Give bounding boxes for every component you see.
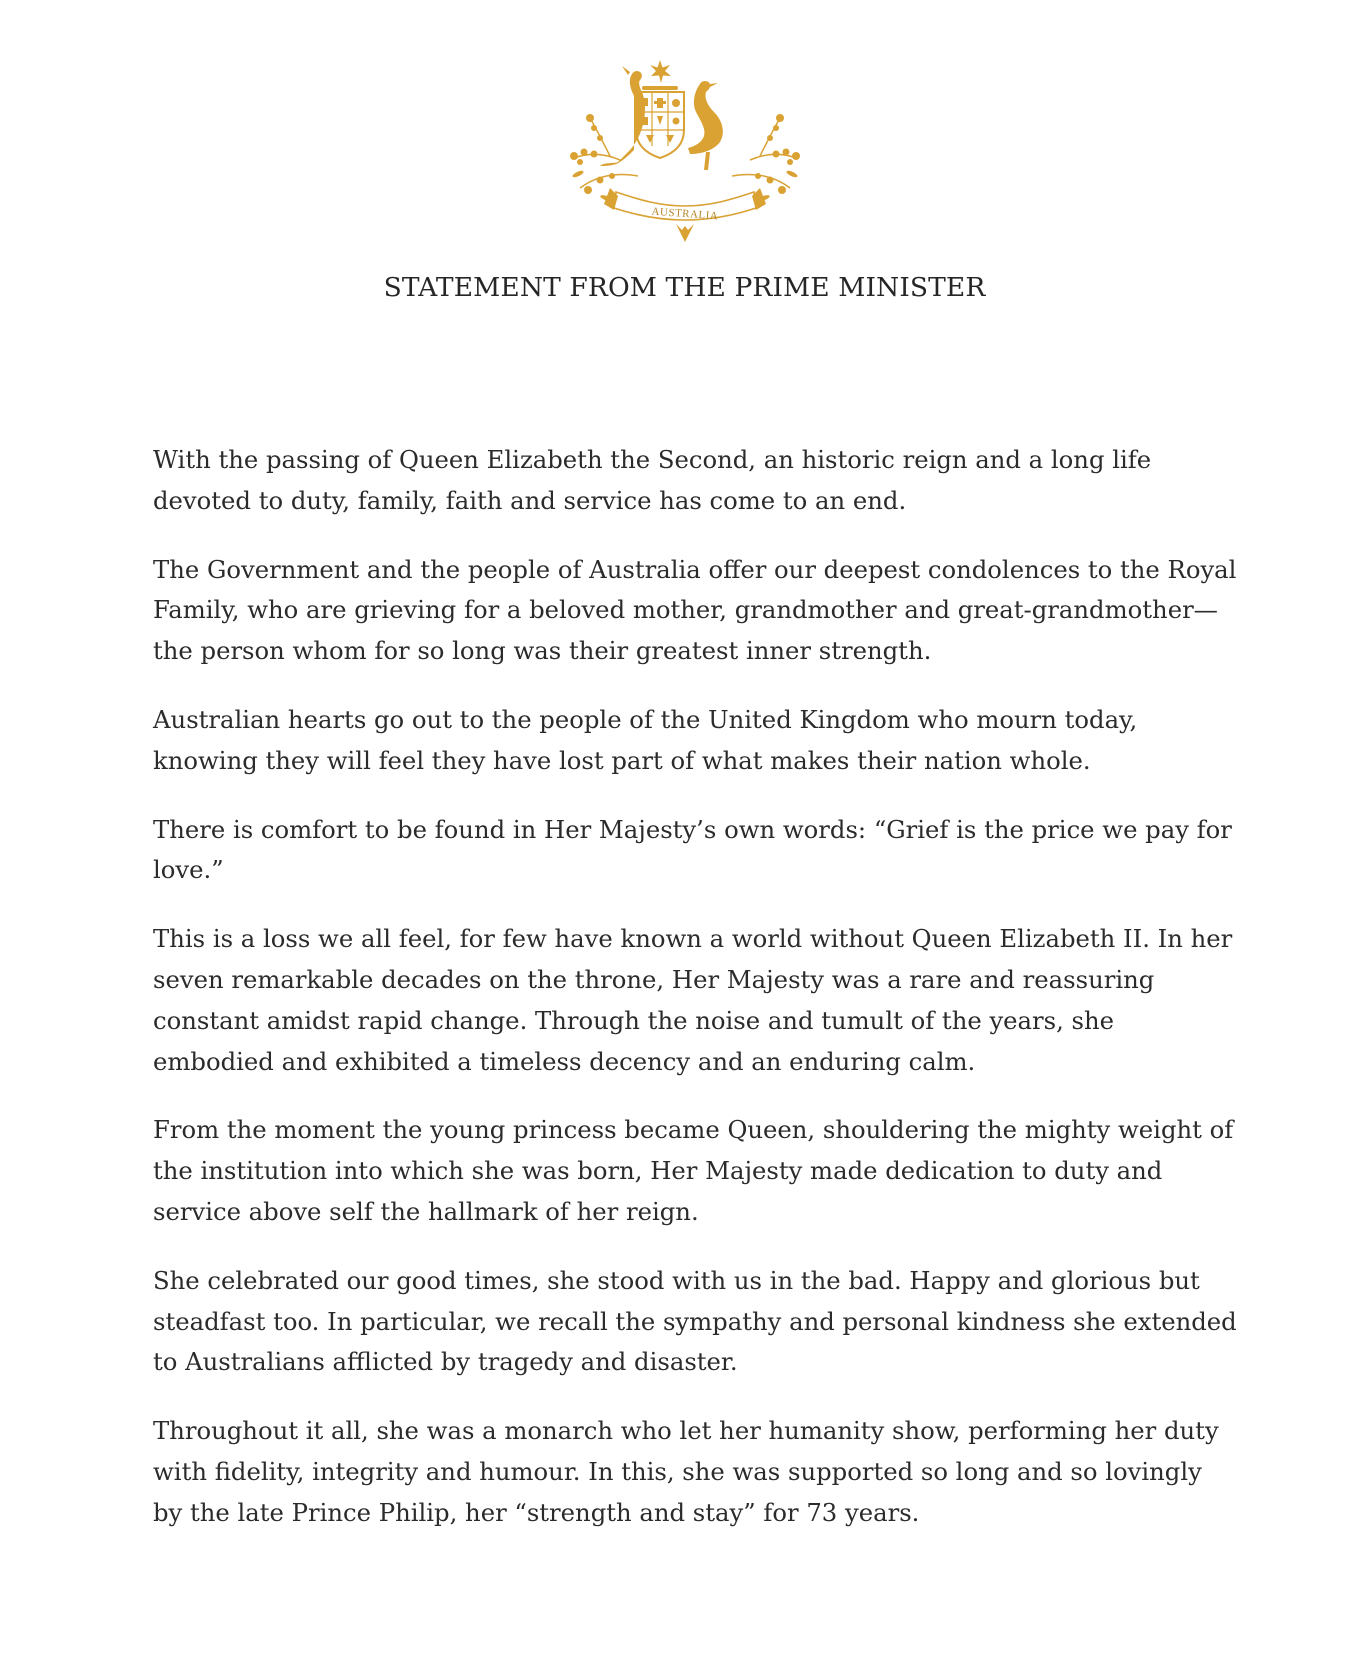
australian-coat-of-arms-icon [560, 58, 810, 246]
paragraph: She celebrated our good times, she stood with us in the bad. Happy and glorious but steadfast too. In particular, we recall the sympathy and personal kindness she extended to Australians afflicted by tragedy and disaster. [153, 1265, 1237, 1377]
paragraph: The Government and the people of Australia offer our deepest condolences to the Royal Family, who are grieving for a beloved mother, grandmother and great-grandmother—the person whom for so long was their greatest inner strength. [153, 554, 1237, 666]
paragraph: Throughout it all, she was a monarch who let her humanity show, performing her duty with fidelity, integrity and humour. In this, she was supported so long and so lovingly by the late Prince Philip, her “strength and stay” for 73 years. [153, 1416, 1219, 1527]
paragraph: There is comfort to be found in Her Majesty’s own words: “Grief is the price we pay for love.” [153, 814, 1232, 885]
paragraph: With the passing of Queen Elizabeth the Second, an historic reign and a long life devoted to duty, family, faith and service has come to an end. [153, 445, 1152, 515]
page-title: STATEMENT FROM THE PRIME MINISTER [383, 272, 986, 303]
emu-icon [688, 81, 723, 154]
paragraph: Australian hearts go out to the people of the United Kingdom who mourn today, knowing they will feel they have lost part of what makes their nation whole. [153, 704, 1138, 775]
commonwealth-star-icon [650, 60, 671, 83]
crest-ribbon-label: AUSTRALIA [651, 205, 719, 223]
paragraph: From the moment the young princess became Queen, shouldering the mighty weight of the institution into which she was born, Her Majesty made dedication to duty and service above self the hallmark of her reign. [153, 1115, 1234, 1226]
kangaroo-icon [600, 71, 645, 166]
statement-body [153, 440, 1238, 1562]
coat-of-arms [560, 58, 810, 246]
paragraph: This is a loss we all feel, for few have known a world without Queen Elizabeth II. In her seven remarkable decades on the throne, Her Majesty was a rare and reassuring constant amidst rapid change. Through the noise and tumult of the years, she embodied and exhibited a timeless decency and an enduring calm. [153, 924, 1233, 1076]
